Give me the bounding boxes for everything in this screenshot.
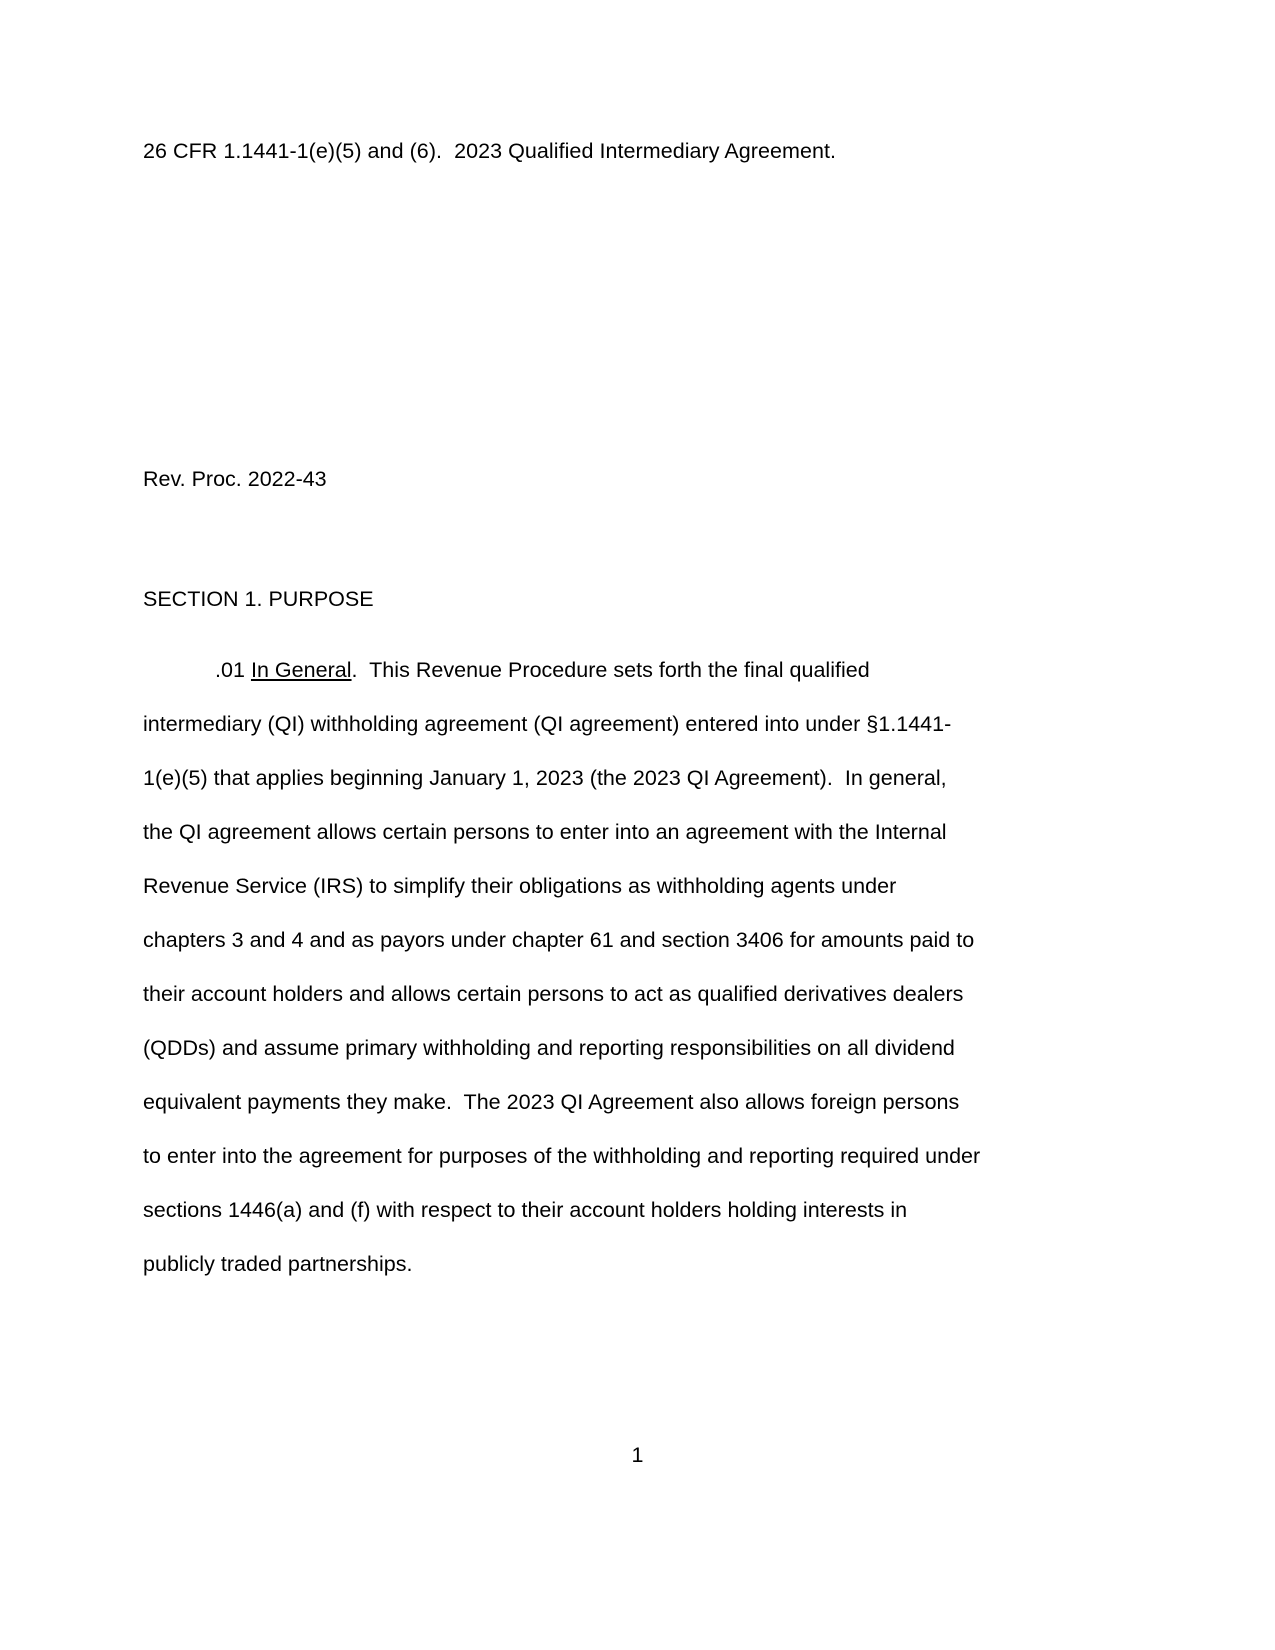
paragraph-line: equivalent payments they make. The 2023 QI Agreement also allows foreign persons bbox=[143, 1090, 960, 1114]
paragraph-number: .01 bbox=[215, 658, 251, 682]
paragraph-lead-in: In General bbox=[250, 658, 352, 682]
document-title: 26 CFR 1.1441-1(e)(5) and (6). 2023 Qualified Intermediary Agreement. bbox=[143, 139, 837, 163]
paragraph-line: sections 1446(a) and (f) with respect to their account holders holding interests in bbox=[143, 1198, 908, 1222]
paragraph-line: 1(e)(5) that applies beginning January 1, 2023 (the 2023 QI Agreement). In general, bbox=[143, 766, 947, 790]
revenue-procedure-number: Rev. Proc. 2022-43 bbox=[143, 467, 327, 491]
paragraph-line: (QDDs) and assume primary withholding and reporting responsibilities on all dividend bbox=[143, 1036, 955, 1060]
paragraph-line: the QI agreement allows certain persons to enter into an agreement with the Internal bbox=[143, 820, 947, 844]
paragraph-line: to enter into the agreement for purposes of the withholding and reporting required under bbox=[143, 1144, 981, 1168]
paragraph-first-line bbox=[143, 643, 1083, 697]
page-number: 1 bbox=[631, 1443, 644, 1467]
paragraph-line: Revenue Service (IRS) to simplify their obligations as withholding agents under bbox=[143, 874, 897, 898]
paragraph-line: intermediary (QI) withholding agreement (QI agreement) entered into under §1.1441- bbox=[143, 712, 952, 736]
paragraph-line: publicly traded partnerships. bbox=[143, 1252, 413, 1276]
section-heading: SECTION 1. PURPOSE bbox=[143, 587, 374, 611]
paragraph-first-line-text: . This Revenue Procedure sets forth the final qualified bbox=[351, 658, 870, 682]
paragraph-line: chapters 3 and 4 and as payors under chapter 61 and section 3406 for amounts paid to bbox=[143, 928, 975, 952]
body-paragraph bbox=[143, 643, 1083, 1291]
paragraph-line: their account holders and allows certain persons to act as qualified derivatives dealers bbox=[143, 982, 964, 1006]
